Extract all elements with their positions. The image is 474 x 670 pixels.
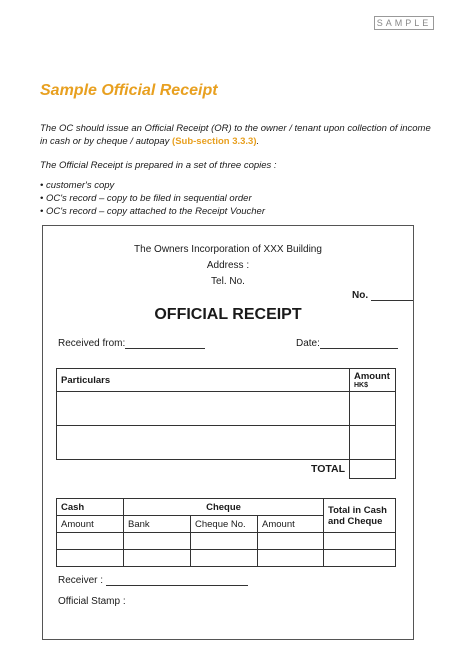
tel-label: Tel. No. <box>211 276 245 287</box>
table-cell[interactable] <box>258 550 324 567</box>
particulars-header: Particulars <box>57 369 350 392</box>
cheque-no-col: Cheque No. <box>191 516 258 533</box>
cash-amount-col: Amount <box>57 516 124 533</box>
cheque-header: Cheque <box>124 499 324 516</box>
stamp-label: Official Stamp : <box>58 596 126 607</box>
table-cell[interactable] <box>324 550 396 567</box>
particulars-table <box>56 368 396 479</box>
section-reference: (Sub-section 3.3.3) <box>172 136 257 147</box>
received-from-blank[interactable] <box>125 339 205 349</box>
receipt-number <box>352 290 413 301</box>
page-title: Sample Official Receipt <box>40 82 218 99</box>
table-cell[interactable] <box>124 533 191 550</box>
amount-header <box>350 369 396 392</box>
table-cell[interactable] <box>191 533 258 550</box>
amount-unit: HK$ <box>354 382 369 389</box>
particulars-cell[interactable] <box>57 426 350 460</box>
total-label: TOTAL <box>57 460 350 479</box>
payment-table <box>56 498 396 567</box>
date-blank[interactable] <box>320 339 398 349</box>
receipt-heading: OFFICIAL RECEIPT <box>154 306 302 323</box>
cash-header: Cash <box>57 499 124 516</box>
sample-badge: SAMPLE <box>374 16 434 30</box>
particulars-cell[interactable] <box>57 392 350 426</box>
copy-item: • OC's record – copy to be filed in sequential order <box>40 193 252 204</box>
bank-col: Bank <box>124 516 191 533</box>
received-from-field <box>58 338 205 349</box>
copies-intro: The Official Receipt is prepared in a set of three copies : <box>40 160 277 171</box>
address-label: Address : <box>206 260 250 271</box>
table-cell[interactable] <box>57 550 124 567</box>
intro-text: The OC should issue an Official Receipt (OR) to the owner / tenant upon collection of income in cash or by cheque / autopay <box>40 123 431 147</box>
receipt-no-blank[interactable] <box>371 291 413 301</box>
copy-item: • OC's record – copy attached to the Receipt Voucher <box>40 206 265 217</box>
total-amount-cell[interactable] <box>350 460 396 479</box>
amount-header-label: Amount <box>354 371 390 382</box>
received-from-label: Received from: <box>58 338 126 349</box>
receiver-label: Receiver : <box>58 575 104 586</box>
receiver-field <box>58 575 248 586</box>
receiver-blank[interactable] <box>106 576 248 586</box>
table-cell[interactable] <box>258 533 324 550</box>
receipt-no-label: No. <box>352 290 369 301</box>
copies-list <box>40 179 265 218</box>
total-cash-cheque-header: Total in Cash and Cheque <box>324 499 396 533</box>
intro-end: . <box>256 136 260 147</box>
amount-cell[interactable] <box>350 392 396 426</box>
org-name: The Owners Incorporation of XXX Building <box>134 244 322 255</box>
official-stamp-field <box>58 596 126 607</box>
table-cell[interactable] <box>57 533 124 550</box>
copy-item: • customer's copy <box>40 180 115 191</box>
cheque-amount-col: Amount <box>258 516 324 533</box>
table-cell[interactable] <box>124 550 191 567</box>
intro-paragraph <box>40 122 440 148</box>
amount-cell[interactable] <box>350 426 396 460</box>
date-label: Date: <box>296 338 320 349</box>
table-cell[interactable] <box>191 550 258 567</box>
table-cell[interactable] <box>324 533 396 550</box>
date-field <box>296 338 398 349</box>
